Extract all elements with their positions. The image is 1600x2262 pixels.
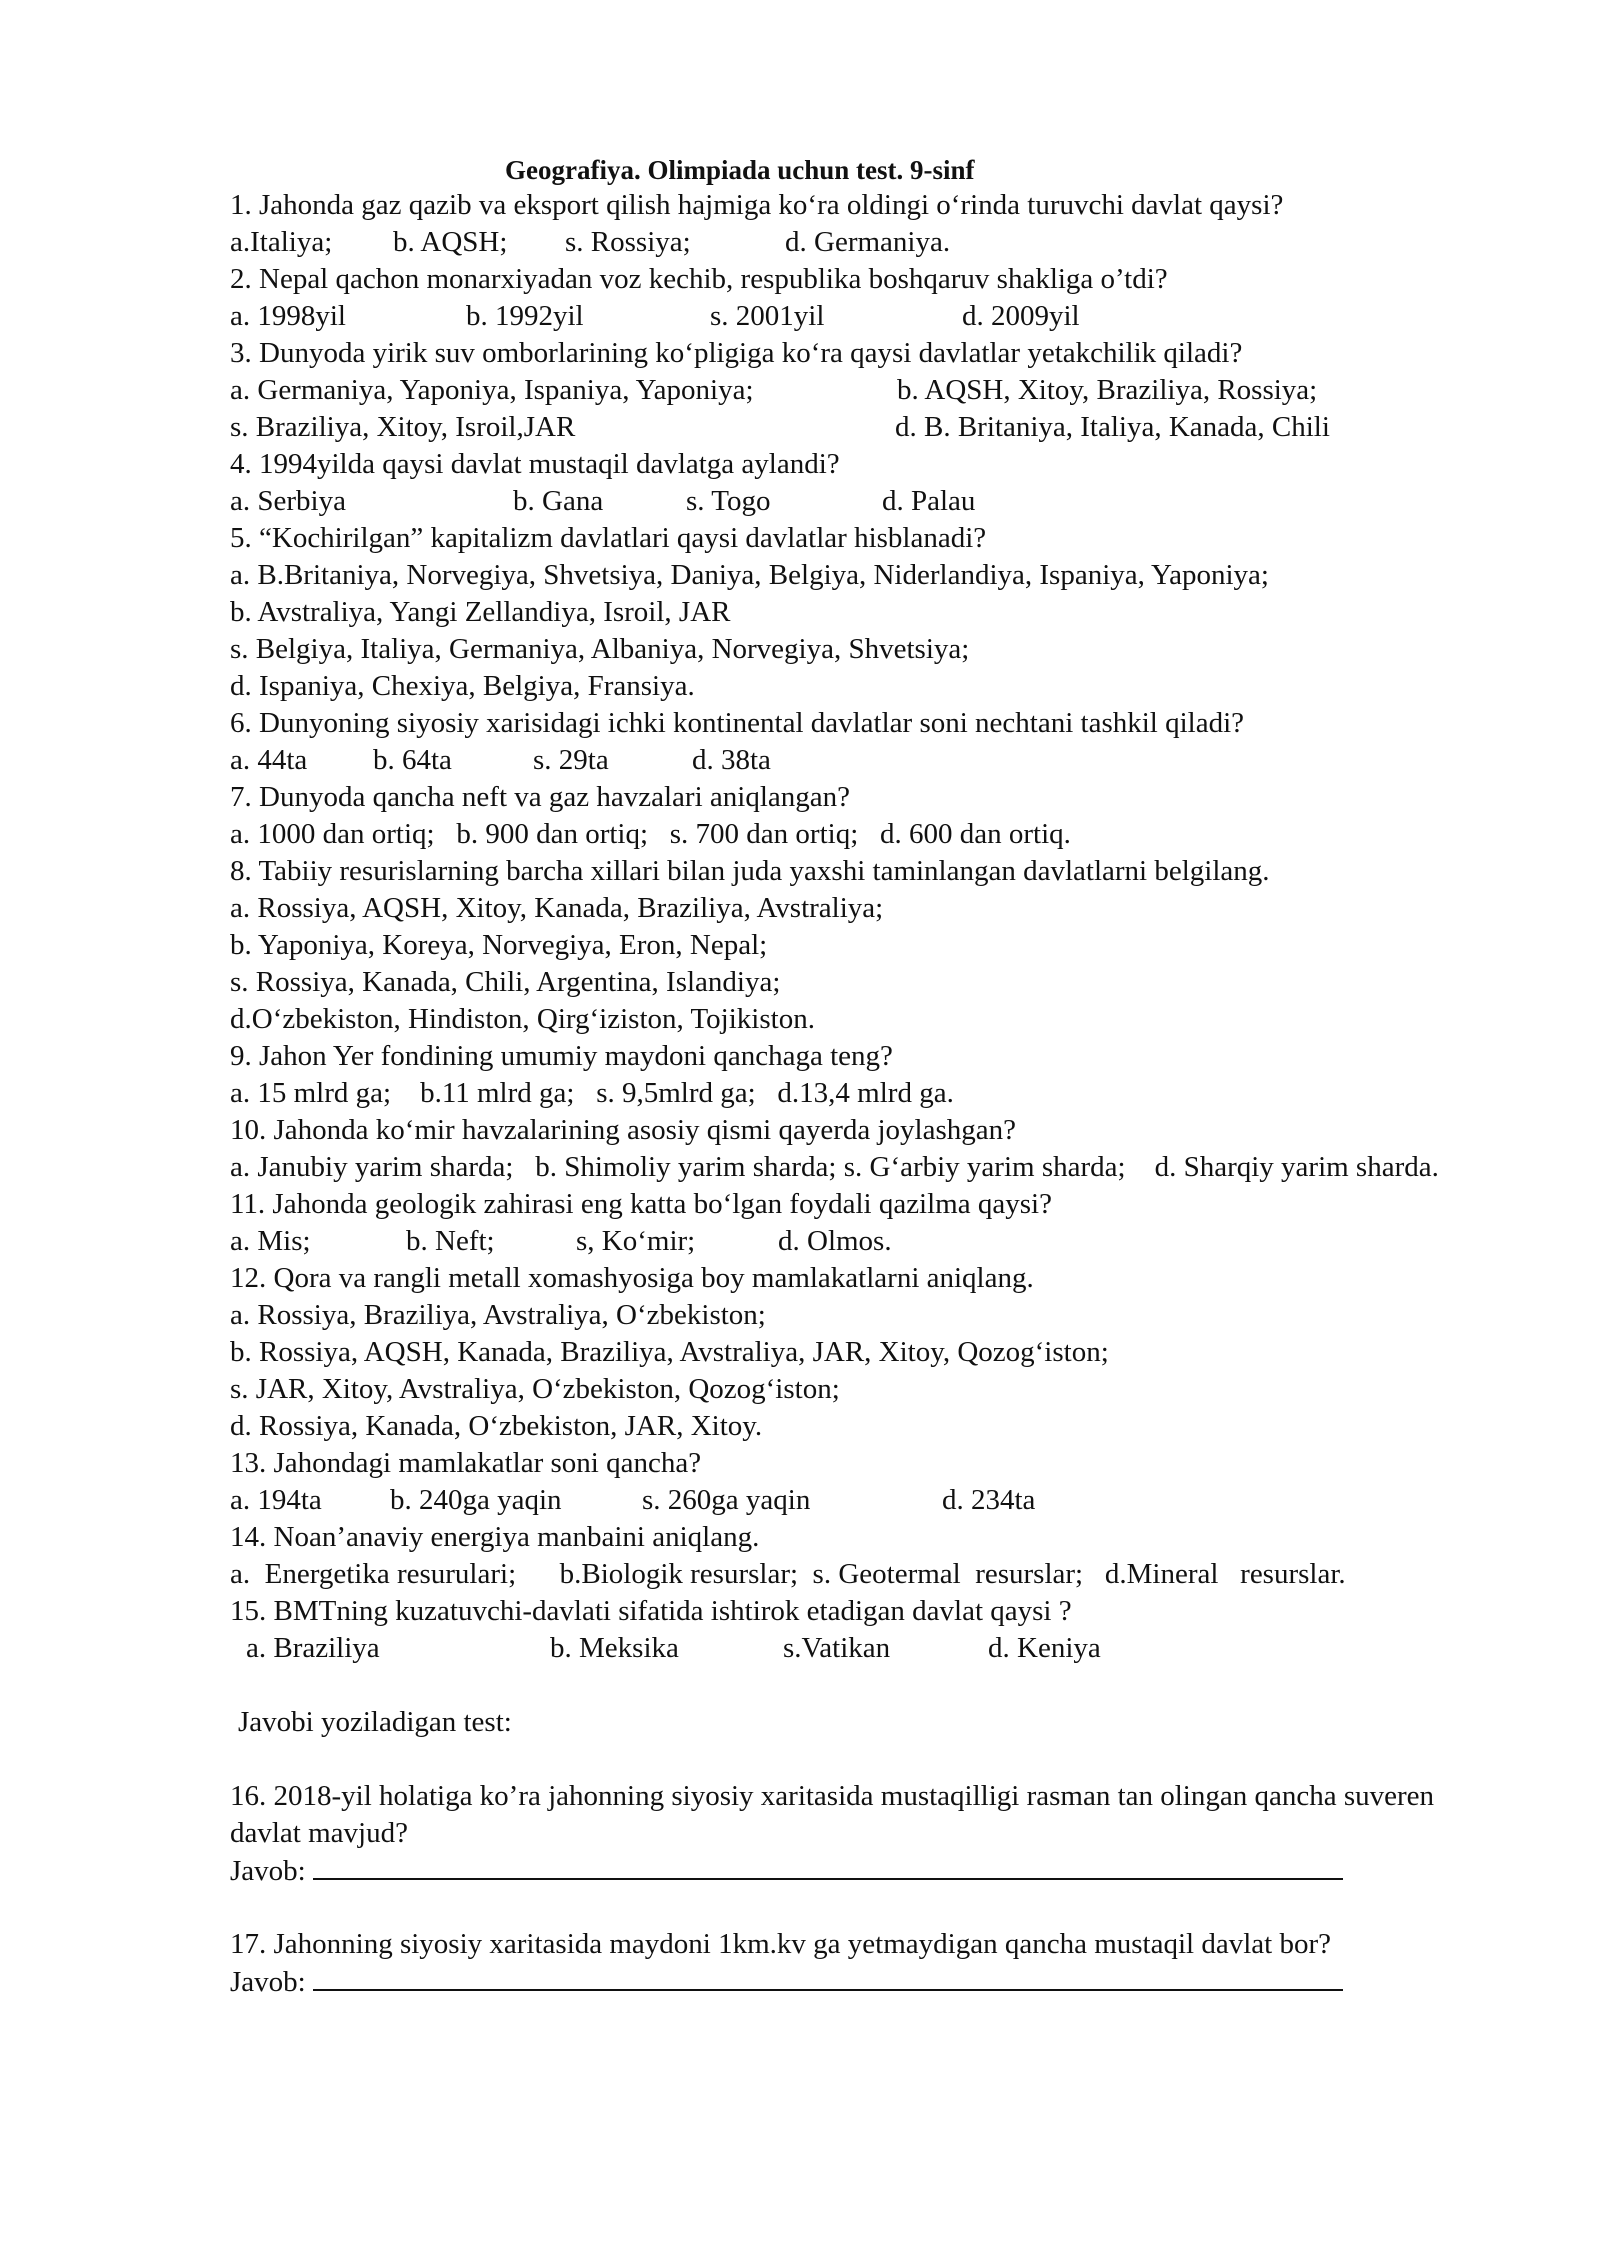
option-s: s. 29ta <box>533 744 609 776</box>
document-title: Geografiya. Olimpiada uchun test. 9-sinf <box>505 155 975 185</box>
option-s: s. 2001yil <box>710 300 825 332</box>
option-s: s. 260ga yaqin <box>642 1484 811 1516</box>
option-a: a. Serbiya <box>230 485 346 517</box>
question-15: 15. BMTning kuzatuvchi-davlati sifatida ishtirok etadigan davlat qaysi ? <box>230 1595 1072 1627</box>
question-2: 2. Nepal qachon monarxiyadan voz kechib, respublika boshqaruv shakliga o’tdi? <box>230 263 1168 295</box>
question-12: 12. Qora va rangli metall xomashyosiga boy mamlakatlarni aniqlang. <box>230 1262 1034 1294</box>
option-s: s. Togo <box>686 485 771 517</box>
option-b: b. AQSH; <box>393 226 508 258</box>
question-10: 10. Jahonda ko‘mir havzalarining asosiy qismi qayerda joylashgan? <box>230 1114 1017 1146</box>
option-d: d. 38ta <box>692 744 771 776</box>
option-d: d. 2009yil <box>962 300 1080 332</box>
option-a: a. Braziliya <box>246 1632 380 1664</box>
option-d: d.O‘zbekiston, Hindiston, Qirg‘iziston, Tojikiston. <box>230 1003 815 1035</box>
option-s: s.Vatikan <box>783 1632 891 1664</box>
answer-17 <box>230 1963 1530 2000</box>
options-2 <box>230 298 1530 335</box>
question-5: 5. “Kochirilgan” kapitalizm davlatlari qaysi davlatlar hisblanadi? <box>230 522 987 554</box>
answer-label: Javob: <box>230 1966 306 1998</box>
option-s: s. JAR, Xitoy, Avstraliya, O‘zbekiston, Qozog‘iston; <box>230 1373 840 1405</box>
option-b: b. Meksika <box>550 1632 679 1664</box>
question-13: 13. Jahondagi mamlakatlar soni qancha? <box>230 1447 702 1479</box>
option-d: d. Palau <box>882 485 976 517</box>
options-15 <box>230 1630 1530 1667</box>
option-d: d. Olmos. <box>778 1225 892 1257</box>
options-4 <box>230 483 1530 520</box>
option-b: b. Gana <box>513 485 604 517</box>
answer-label: Javob: <box>230 1855 306 1887</box>
question-6: 6. Dunyoning siyosiy xarisidagi ichki kontinental davlatlar soni nechtani tashkil qiladi? <box>230 707 1245 739</box>
written-section-heading: Javobi yoziladigan test: <box>238 1706 512 1738</box>
options-1 <box>230 224 1530 261</box>
option-d: d. 234ta <box>942 1484 1036 1516</box>
option-a: a. Rossiya, Braziliya, Avstraliya, O‘zbekiston; <box>230 1299 766 1331</box>
options-14: a. Energetika resurulari; b.Biologik resurslar; s. Geotermal resurslar; d.Mineral resurslar. <box>230 1558 1346 1590</box>
option-a: a. 1998yil <box>230 300 346 332</box>
option-s: s. Braziliya, Xitoy, Isroil,JAR <box>230 411 576 443</box>
option-b: b. Yaponiya, Koreya, Norvegiya, Eron, Nepal; <box>230 929 768 961</box>
option-d: d. B. Britaniya, Italiya, Kanada, Chili <box>895 411 1330 443</box>
option-b: b. AQSH, Xitoy, Braziliya, Rossiya; <box>897 374 1318 406</box>
option-a: a. Rossiya, AQSH, Xitoy, Kanada, Braziliya, Avstraliya; <box>230 892 884 924</box>
option-b: b. Avstraliya, Yangi Zellandiya, Isroil, JAR <box>230 596 731 628</box>
questions-body <box>230 187 1530 2000</box>
question-1: 1. Jahonda gaz qazib va eksport qilish hajmiga ko‘ra oldingi o‘rinda turuvchi davlat qaysi? <box>230 189 1284 221</box>
option-d: d. Ispaniya, Chexiya, Belgiya, Fransiya. <box>230 670 695 702</box>
question-7: 7. Dunyoda qancha neft va gaz havzalari aniqlangan? <box>230 781 850 813</box>
question-11: 11. Jahonda geologik zahirasi eng katta bo‘lgan foydali qazilma qaysi? <box>230 1188 1052 1220</box>
option-a: a. Mis; <box>230 1225 311 1257</box>
question-3: 3. Dunyoda yirik suv omborlarining ko‘pligiga ko‘ra qaysi davlatlar yetakchilik qiladi? <box>230 337 1243 369</box>
option-d: d. Germaniya. <box>785 226 951 258</box>
options-11 <box>230 1223 1530 1260</box>
options-13 <box>230 1482 1530 1519</box>
option-s: s. Rossiya, Kanada, Chili, Argentina, Islandiya; <box>230 966 781 998</box>
question-4: 4. 1994yilda qaysi davlat mustaqil davlatga aylandi? <box>230 448 840 480</box>
question-16: 16. 2018-yil holatiga ko’ra jahonning siyosiy xaritasida mustaqilligi rasman tan olingan qancha suveren davlat mavjud? <box>230 1780 1435 1849</box>
options-10: a. Janubiy yarim sharda; b. Shimoliy yarim sharda; s. G‘arbiy yarim sharda; d. Sharqiy yarim sharda. <box>230 1151 1439 1183</box>
answer-16 <box>230 1852 1530 1889</box>
option-b: b. Rossiya, AQSH, Kanada, Braziliya, Avstraliya, JAR, Xitoy, Qozog‘iston; <box>230 1336 1109 1368</box>
option-a: a. 44ta <box>230 744 308 776</box>
option-b: b. Neft; <box>406 1225 495 1257</box>
question-14: 14. Noan’anaviy energiya manbaini aniqlang. <box>230 1521 760 1553</box>
options-3b <box>230 409 1530 446</box>
question-17: 17. Jahonning siyosiy xaritasida maydoni 1km.kv ga yetmaydigan qancha mustaqil davlat bor? <box>230 1928 1331 1960</box>
option-a: a. 194ta <box>230 1484 322 1516</box>
option-s: s, Ko‘mir; <box>576 1225 696 1257</box>
option-b: b. 240ga yaqin <box>390 1484 562 1516</box>
option-d: d. Rossiya, Kanada, O‘zbekiston, JAR, Xitoy. <box>230 1410 763 1442</box>
options-6 <box>230 742 1530 779</box>
question-9: 9. Jahon Yer fondining umumiy maydoni qanchaga teng? <box>230 1040 893 1072</box>
option-a: a. Germaniya, Yaponiya, Ispaniya, Yaponiya; <box>230 374 754 406</box>
option-s: s. Belgiya, Italiya, Germaniya, Albaniya, Norvegiya, Shvetsiya; <box>230 633 970 665</box>
option-b: b. 1992yil <box>466 300 584 332</box>
option-b: b. 64ta <box>373 744 452 776</box>
options-7: a. 1000 dan ortiq; b. 900 dan ortiq; s. 700 dan ortiq; d. 600 dan ortiq. <box>230 818 1071 850</box>
question-8: 8. Tabiiy resurislarning barcha xillari bilan juda yaxshi taminlangan davlatlarni belgilang. <box>230 855 1270 887</box>
answer-17-line[interactable] <box>313 1963 1343 1991</box>
option-d: d. Keniya <box>988 1632 1101 1664</box>
options-3a <box>230 372 1530 409</box>
options-9: a. 15 mlrd ga; b.11 mlrd ga; s. 9,5mlrd ga; d.13,4 mlrd ga. <box>230 1077 954 1109</box>
option-a: a. B.Britaniya, Norvegiya, Shvetsiya, Daniya, Belgiya, Niderlandiya, Ispaniya, Yaponiya; <box>230 559 1269 591</box>
option-a: a.Italiya; <box>230 226 333 258</box>
option-s: s. Rossiya; <box>565 226 691 258</box>
answer-16-line[interactable] <box>313 1852 1343 1880</box>
